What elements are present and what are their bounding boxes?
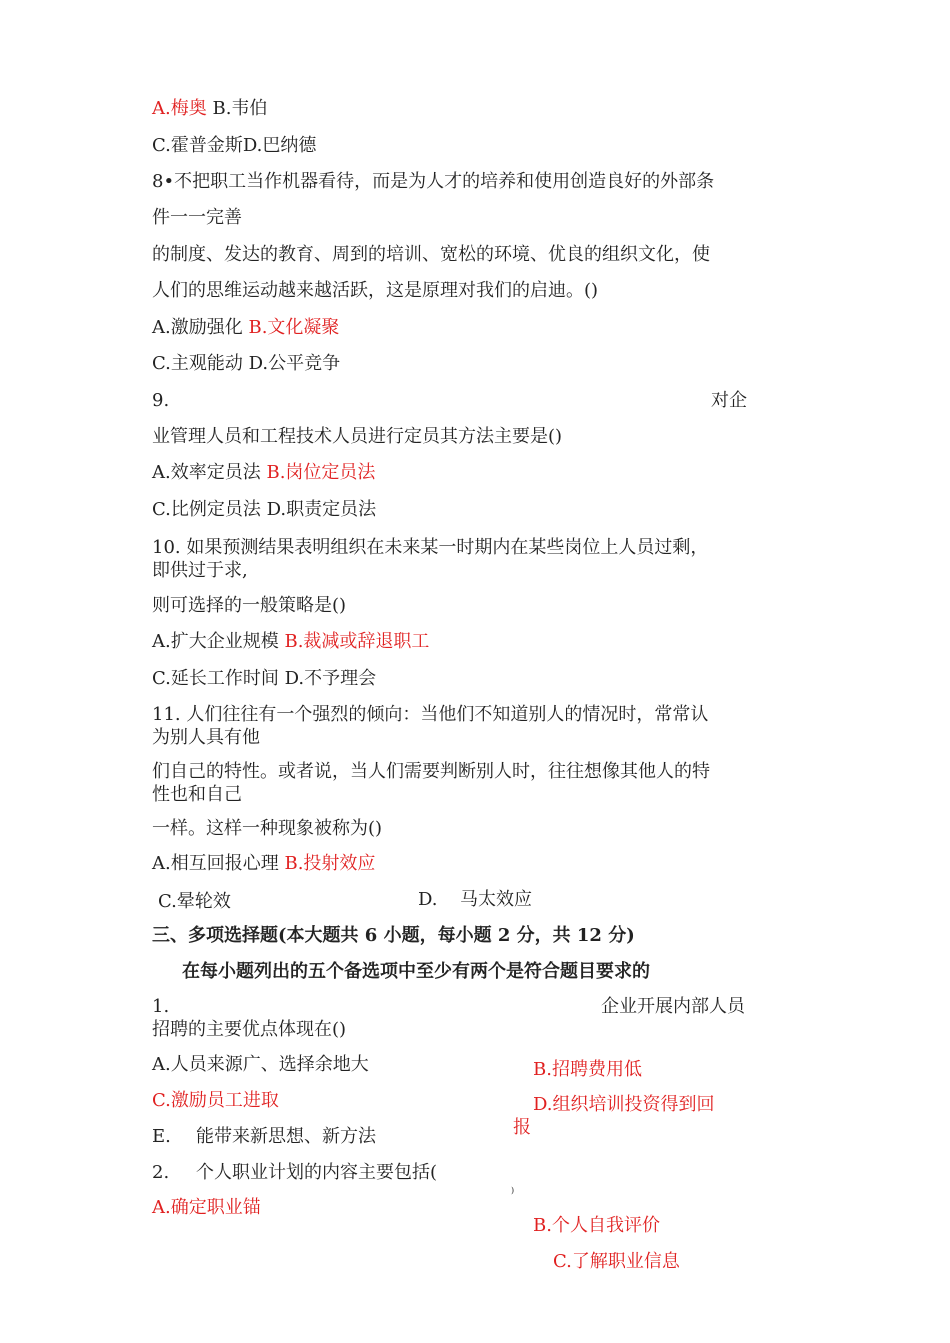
q8-option-b: B.文化凝聚 [248,317,340,338]
q10-option-c: C.延长工作时间 [152,668,279,689]
q8-option-a: A.激励强化 [152,317,243,338]
q7-option-c: C.霍普金斯 [152,135,243,156]
q11-option-a: A.相互回报心理 [152,853,279,874]
q11-line1b: 为别人具有他 [152,727,260,748]
q10-line1b: 即供过于求, [152,560,248,581]
q10-option-a: A.扩大企业规模 [152,631,279,652]
q8-options-ab [152,316,339,340]
q9-number: 9. [152,390,170,411]
q8-line2: 件一一完善 [152,207,242,228]
q9-options-ab [152,461,375,485]
mq1-option-d-cont: 报 [513,1117,531,1138]
q8-option-c: C.主观能动 [152,353,243,374]
q10-option-d: D.不予理会 [284,668,377,689]
q8-line4: 人们的思维运动越来越活跃，这是原理对我们的启迪。() [152,280,599,301]
q9-line2: 业管理人员和工程技术人员进行定员其方法主要是() [152,426,563,447]
mq2-option-a: A.确定职业锚 [152,1197,261,1218]
mq1-option-e-text: 能带来新思想、新方法 [196,1126,376,1147]
q11-option-b: B.投射效应 [284,853,376,874]
q11-option-d-text: 马太效应 [460,889,532,910]
q11-line3: 一样。这样一种现象被称为() [152,818,383,839]
q7-options-cd [152,134,316,158]
q7-option-b: B.韦伯 [212,98,268,119]
mq2-text: 个人职业计划的内容主要包括( [196,1162,438,1183]
q9-options-cd [152,498,376,522]
q10-options-cd [152,667,376,691]
mq1-right-text: 企业开展内部人员 [601,996,745,1017]
q7-options-ab [152,97,267,121]
mq1-option-a: A.人员来源广、选择余地大 [152,1054,369,1075]
mq2-option-c: C.了解职业信息 [553,1251,680,1272]
mq1-line2: 招聘的主要优点体现在() [152,1019,347,1040]
q8-line3: 的制度、发达的教育、周到的培训、宽松的环境、优良的组织文化，使 [152,244,710,265]
q10-line2: 则可选择的一般策略是() [152,595,347,616]
q11-options-ab [152,852,375,876]
q11-option-c: C.晕轮效 [158,891,231,912]
mq1-option-b: B.招聘费用低 [533,1059,642,1080]
mq1-option-d: D.组织培训投资得到回 [533,1094,715,1115]
q10-option-b: B.裁减或辞退职工 [284,631,430,652]
q11-line2b: 性也和自己 [152,784,242,805]
section3-title: 三、多项选择题(本大题共 6 小题，每小题 2 分，共 12 分) [152,925,635,946]
mq2-number: 2. [152,1162,170,1183]
q9-right-text: 对企 [711,390,747,411]
mq2-paren: ) [511,1186,515,1195]
q7-option-d: D.巴纳德 [242,135,317,156]
q9-option-b: B.岗位定员法 [266,462,376,483]
mq1-option-e-letter: E. [152,1126,171,1147]
q8-options-cd [152,352,340,376]
q10-options-ab [152,630,429,654]
q11-option-d-letter: D. [418,889,438,910]
q9-option-d: D.职责定员法 [266,499,377,520]
mq1-number: 1. [152,996,170,1017]
q9-option-a: A.效率定员法 [152,462,261,483]
q11-line1: 11. 人们往往有一个强烈的倾向：当他们不知道别人的情况时，常常认 [152,704,709,725]
q10-line1: 10. 如果预测结果表明组织在未来某一时期内在某些岗位上人员过剩， [152,537,709,558]
q8-line1: 8•不把职工当作机器看待，而是为人才的培养和使用创造良好的外部条 [152,171,715,192]
q8-option-d: D.公平竞争 [248,353,341,374]
q9-option-c: C.比例定员法 [152,499,261,520]
mq2-option-b: B.个人自我评价 [533,1215,660,1236]
section3-instruction: 在每小题列出的五个备选项中至少有两个是符合题目要求的 [182,961,650,982]
mq1-option-c: C.激励员工进取 [152,1090,279,1111]
q11-line2: 们自己的特性。或者说，当人们需要判断别人时，往往想像其他人的特 [152,761,710,782]
q7-option-a: A.梅奥 [152,98,207,119]
